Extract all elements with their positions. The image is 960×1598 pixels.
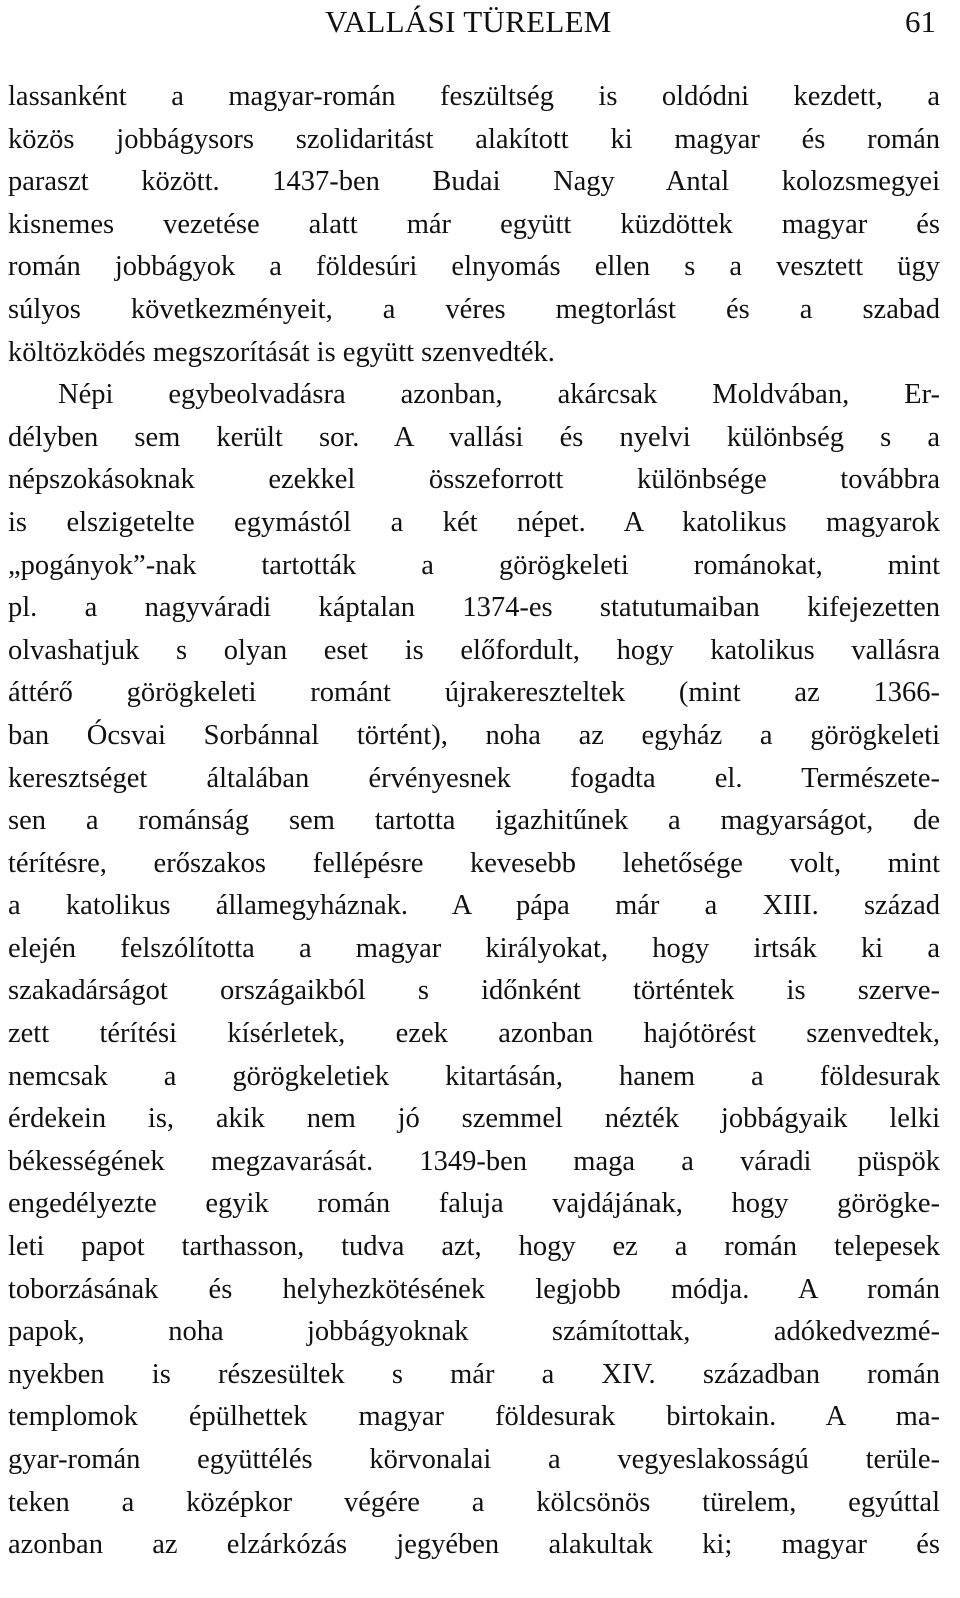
- text-line: sen a románság sem tartotta igazhitűnek a magyarságot, de: [8, 805, 940, 837]
- text-line: ban Ócsvai Sorbánnal történt), noha az egyház a görögkeleti: [8, 719, 940, 751]
- text-line: költözködés megszorítását is együtt szenvedték.: [8, 336, 555, 368]
- text-line: délyben sem került sor. A vallási és nyelvi különbség s a: [8, 421, 940, 453]
- running-head: VALLÁSI TÜRELEM: [325, 4, 612, 39]
- text-line: szakadárságot országaikból s időnként történtek is szerve-: [8, 975, 940, 1007]
- page-header: [10, 0, 940, 48]
- text-line: Népi egybeolvadásra azonban, akárcsak Moldvában, Er-: [58, 379, 940, 411]
- text-line: áttérő görögkeleti románt újrakereszteltek (mint az 1366-: [8, 677, 940, 709]
- text-line: gyar-román együttélés körvonalai a vegyeslakosságú terüle-: [8, 1444, 940, 1475]
- text-line: közös jobbágysors szolidaritást alakított ki magyar és román: [8, 123, 940, 155]
- text-line: népszokásoknak ezekkel összeforrott különbsége továbbra: [8, 464, 940, 496]
- body-text: [8, 76, 940, 1567]
- text-line: is elszigetelte egymástól a két népet. A katolikus magyarok: [8, 506, 940, 538]
- text-line: békességének megzavarását. 1349-ben maga a váradi püspök: [8, 1145, 940, 1177]
- text-line: toborzásának és helyhezkötésének legjobb módja. A román: [8, 1273, 940, 1305]
- text-line: elején felszólította a magyar királyokat, hogy irtsák ki a: [8, 932, 940, 964]
- text-line: olvashatjuk s olyan eset is előfordult, hogy katolikus vallásra: [8, 634, 940, 666]
- text-line: kisnemes vezetése alatt már együtt küzdöttek magyar és: [8, 208, 940, 240]
- text-line: érdekein is, akik nem jó szemmel nézték jobbágyaik lelki: [8, 1103, 940, 1135]
- text-line: papok, noha jobbágyoknak számítottak, adókedvezmé-: [8, 1316, 940, 1348]
- text-line: teken a középkor végére a kölcsönös türelem, egyúttal: [8, 1486, 940, 1518]
- text-line: román jobbágyok a földesúri elnyomás ellen s a vesztett ügy: [8, 251, 940, 283]
- text-line: a katolikus államegyháznak. A pápa már a XIII. század: [8, 890, 940, 922]
- text-line: keresztséget általában érvényesnek fogadta el. Természete-: [8, 762, 940, 794]
- text-line: azonban az elzárkózás jegyében alakultak ki; magyar és: [8, 1529, 940, 1561]
- text-line: templomok épülhettek magyar földesurak birtokain. A ma-: [8, 1401, 940, 1433]
- text-line: leti papot tarthasson, tudva azt, hogy ez a román telepesek: [8, 1231, 940, 1263]
- text-line: nyekben is részesültek s már a XIV. században román: [8, 1358, 940, 1390]
- text-line: zett térítési kísérletek, ezek azonban hajótörést szenvedtek,: [8, 1018, 940, 1050]
- text-line: „pogányok”-nak tartották a görögkeleti románokat, mint: [8, 549, 940, 581]
- text-line: pl. a nagyváradi káptalan 1374-es statutumaiban kifejezetten: [8, 592, 940, 624]
- page-number: 61: [905, 4, 936, 39]
- text-line: paraszt között. 1437-ben Budai Nagy Antal kolozsmegyei: [8, 166, 940, 198]
- text-line: súlyos következményeit, a véres megtorlást és a szabad: [8, 293, 940, 325]
- text-line: nemcsak a görögkeletiek kitartásán, hanem a földesurak: [8, 1060, 940, 1092]
- text-line: engedélyezte egyik román faluja vajdájának, hogy görögke-: [8, 1188, 940, 1220]
- text-line: térítésre, erőszakos fellépésre kevesebb lehetősége volt, mint: [8, 847, 940, 879]
- text-line: lassanként a magyar-román feszültség is oldódni kezdett, a: [8, 81, 940, 112]
